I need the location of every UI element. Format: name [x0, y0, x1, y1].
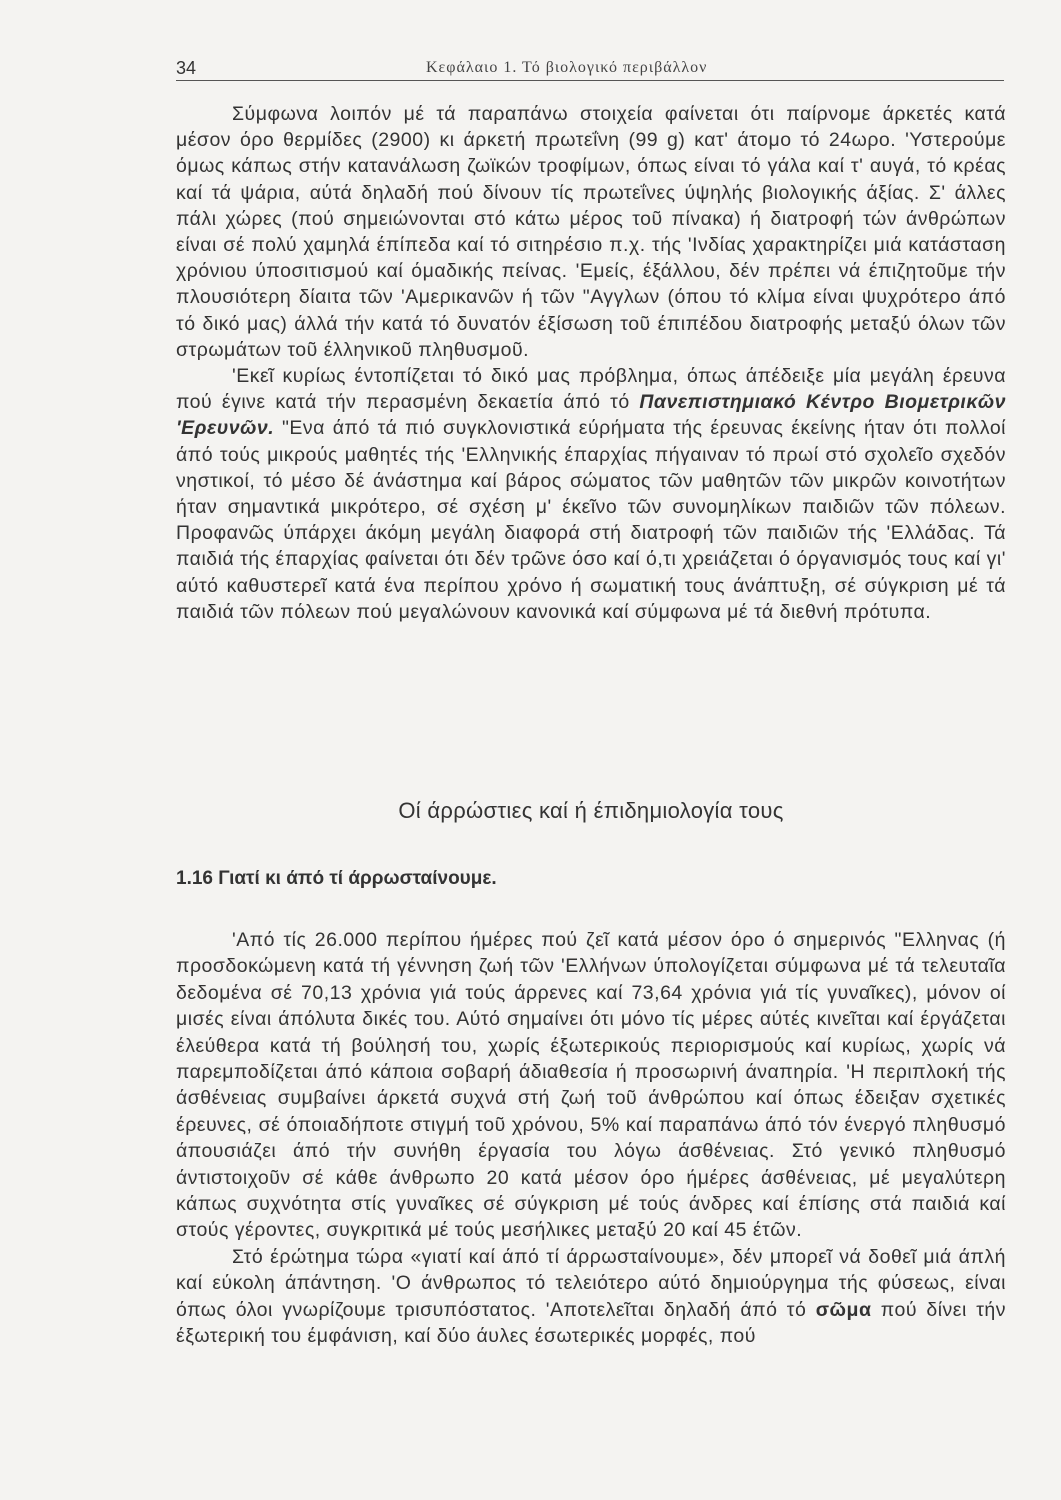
chapter-title: Κεφάλαιο 1. Τό βιολογικό περιβάλλον [426, 59, 708, 76]
paragraph-2-text-a: 'Εκεῖ κυρίως έντοπίζεται τό δικό μας πρόβλημα, όπως άπέδειξε μία μεγάλη έρευνα πού έγινε κατά τήν περασμένη δεκαετία άπό τό [176, 365, 1006, 414]
paragraph-4-text-b: πού δίνει τήν έξωτερική του έμφάνιση, καί δύο άυλες έσωτερικές μορφές, πού [176, 1298, 1006, 1348]
body-text-top [176, 101, 1006, 625]
institution-name: Πανεπιστημιακό Κέντρο Βιομετρικῶν 'Ερευνῶν. [176, 391, 1006, 440]
section-title: Οί άρρώστιες καί ή έπιδημιολογία τους [398, 798, 784, 823]
paragraph-1: Σύμφωνα λοιπόν μέ τά παραπάνω στοιχεία φαίνεται ότι παίρνομε άρκετές κατά μέσον όρο θερμίδες (2900) κι άρκετή πρωτεΐνη (99 g) κατ' άτομο τό 24ωρο. 'Υστερούμε όμως κάπως στήν κατανάλωση ζωϊκών τροφίμων, όπως είναι τό γάλα καί τ' αυγά, τό κρέας καί τά ψάρια, αύτά δηλαδή πού δίνουν τίς πρωτεΐνες ύψηλής βιολογικής άξίας. Σ' άλλες πάλι χώρες (πού σημειώνονται στό κάτω μέρος τοῦ πίνακα) ή διατροφή τών άνθρώπων είναι σέ πολύ χαμηλά έπίπεδα καί τό σιτηρέσιο π.χ. τής 'Ινδίας χαρακτηρίζει μιά κατάσταση χρόνιου ύποσιτισμού καί όμαδικής πείνας. 'Εμείς, έξάλλου, δέν πρέπει νά έπιζητοῦμε τήν πλουσιότερη δίαιτα τῶν 'Αμερικανῶν ή τῶν "Αγγλων (όπου τό κλίμα είναι ψυχρότερο άπό τό δικό μας) άλλά τήν κατά τό δυνατόν έξίσωση τοῦ έπιπέδου διατροφής μεταξύ όλων τῶν στρωμάτων τοῦ έλληνικοῦ πληθυσμοῦ. [176, 103, 1006, 361]
paragraph-4-text-a: Στό έρώτημα τώρα «γιατί καί άπό τί άρρωσταίνουμε», δέν μπορεῖ νά δοθεῖ μιά άπλή καί εύκολη άπάντηση. 'Ο άνθρωπος τό τελειότερο αύτό δημιούργημα τής φύσεως, είναι όπως όλοι γνωρίζουμε τρισυπόστατος. 'Αποτελεῖται δηλαδή άπό τό [176, 1245, 1006, 1321]
paragraph-3: 'Από τίς 26.000 περίπου ήμέρες πού ζεῖ κατά μέσον όρο ό σημερινός "Ελληνας (ή προσδοκώμενη κατά τή γέννηση ζωή τῶν 'Ελλήνων ύπολογίζεται σύμφωνα μέ τά τελευταῖα δεδομένα σέ 70,13 χρόνια γιά τούς άρρενες καί 73,64 χρόνια γιά τίς γυναῖκες), μόνον οί μισές είναι άπόλυτα δικές του. Αύτό σημαίνει ότι μόνο τίς μέρες αύτές κινεῖται καί έργάζεται έλεύθερα κατά τή βούλησή του, χωρίς έξωτερικούς περιορισμούς καί κυρίως, χωρίς νά παρεμποδίζεται άπό κάποια σοβαρή άδιαθεσία ή προσωρινή άναπηρία. 'Η περιπλοκή τής άσθένειας συμβαίνει άρκετά συχνά στή ζωή τοῦ άνθρώπου καί όπως έδειξαν σχετικές έρευνες, σέ όποιαδήποτε στιγμή τοῦ χρόνου, 5% καί παραπάνω άπό τόν ένεργό πληθυσμό άπουσιάζει άπό τήν συνήθη έργασία του λόγω άσθένειας. Στό γενικό πληθυσμό άντιστοιχοῦν σέ κάθε άνθρωπο 20 κατά μέσον όρο ήμέρες άσθένειας, μέ μεγαλύτερη κάπως συχνότητα στίς γυναῖκες σέ σύγκριση μέ τούς άνδρες καί έπίσης στά παιδιά καί στούς γέροντες, συγκριτικά μέ τούς μεσήλικες μεταξύ 20 καί 45 έτῶν. [176, 929, 1006, 1242]
paragraph-4 [176, 1244, 1006, 1350]
paragraph-2 [176, 363, 1006, 625]
page-number: 34 [176, 58, 197, 78]
paragraph-2-text-b: "Ενα άπό τά πιό συγκλονιστικά εύρήματα τής έρευνας έκείνης ήταν ότι πολλοί άπό τούς μικρούς μαθητές τής 'Ελληνικής έπαρχίας πήγαιναν τό πρωί στό σχολεῖο σχεδόν νηστικοί, τό μέσο δέ άνάστημα καί βάρος σώματος τῶν μαθητῶν τῶν μικρῶν κοινοτήτων ήταν σημαντικά μικρότερο, σέ σχέση μ' έκεῖνο τῶν συνομηλίκων παιδιῶν τῶν πόλεων. Προφανῶς ύπάρχει άκόμη μεγάλη διαφορά στή διατροφή τῶν παιδιῶν τής 'Ελλάδας. Τά παιδιά τής έπαρχίας φαίνεται ότι δέν τρῶνε όσο καί ό,τι χρειάζεται ό όργανισμός τους καί γι' αύτό καθυστερεῖ κατά ένα περίπου χρόνο ή σωματική τους άνάπτυξη, σέ σύγκριση μέ τά παιδιά τῶν πόλεων πού μεγαλώνουν κανονικά καί σύμφωνα μέ τά διεθνή πρότυπα. [176, 417, 1006, 623]
body-text-bottom [176, 927, 1006, 1350]
subsection-title: 1.16 Γιατί κι άπό τί άρρωσταίνουμε. [176, 868, 497, 889]
running-header [176, 58, 1004, 81]
emphasis-word: σῶμα [815, 1298, 872, 1321]
